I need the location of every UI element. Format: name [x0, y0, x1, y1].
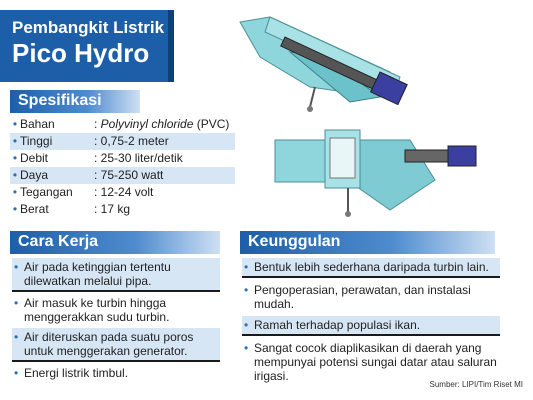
spec-value: : 0,75-2 meter [94, 134, 169, 148]
bullet-icon: • [12, 185, 18, 199]
list-item [12, 258, 220, 292]
spec-key: Bahan [20, 117, 55, 131]
spec-row-berat [10, 201, 235, 218]
spec-key: Tinggi [20, 134, 53, 148]
bullet-icon: • [12, 168, 18, 182]
spec-value: : 25-30 liter/detik [94, 151, 183, 165]
cara-kerja-heading: Cara Kerja [10, 231, 220, 254]
list-item-text: Bentuk lebih sederhana daripada turbin lain. [254, 260, 489, 274]
spec-row-debit [10, 150, 235, 167]
spec-value-rest: (PVC) [193, 117, 230, 131]
source-credit: Sumber: LIPI/Tim Riset MI [429, 380, 523, 389]
bullet-icon: • [244, 260, 249, 274]
list-item-text: Air masuk ke turbin hingga menggerakkan sudu turbin. [24, 296, 170, 324]
list-item-text: Air diteruskan pada suatu poros untuk menggerakan generator. [24, 330, 194, 358]
bullet-icon: • [244, 283, 249, 297]
keunggulan-list [242, 258, 500, 385]
bullet-icon: • [244, 318, 249, 332]
list-item-text: Air pada ketinggian tertentu dilewatkan melalui pipa. [24, 260, 171, 288]
spec-value-text: 0,75-2 meter [100, 134, 169, 148]
title-box [0, 10, 174, 82]
cara-kerja-list [12, 258, 220, 382]
spec-row-bahan [10, 116, 235, 133]
turbine-illustration-top [230, 12, 420, 117]
spec-row-tegangan [10, 184, 235, 201]
spec-value-text: 17 kg [100, 202, 131, 216]
spec-value: : 12-24 volt [94, 185, 154, 199]
bullet-icon: • [14, 330, 19, 344]
bullet-icon: • [244, 341, 249, 355]
spec-row-tinggi [10, 133, 235, 150]
bullet-icon: • [14, 366, 19, 380]
bullet-icon: • [14, 260, 19, 274]
spec-row-daya [10, 167, 235, 184]
list-item-text: Pengoperasian, perawatan, dan instalasi mudah. [254, 283, 471, 311]
list-item [242, 339, 500, 385]
bullet-icon: • [12, 151, 18, 165]
bullet-icon: • [12, 202, 18, 216]
list-item-text: Ramah terhadap populasi ikan. [254, 318, 421, 332]
list-item-text: Energi listrik timbul. [24, 366, 129, 380]
spec-value-italic: Polyvinyl chloride [100, 117, 194, 131]
title-main: Pico Hydro [12, 38, 150, 68]
keunggulan-heading: Keunggulan [240, 231, 495, 254]
bullet-icon: • [12, 117, 18, 131]
spesifikasi-table [10, 116, 235, 218]
list-item [12, 364, 220, 382]
list-item [242, 281, 500, 313]
spesifikasi-heading: Spesifikasi [10, 90, 140, 113]
list-item [242, 316, 500, 336]
spec-key: Debit [20, 151, 49, 165]
spec-key: Berat [20, 202, 49, 216]
spec-value: : 75-250 watt [94, 168, 164, 182]
spec-value-text: 75-250 watt [100, 168, 164, 182]
spec-key: Tegangan [20, 185, 73, 199]
bullet-icon: • [14, 296, 19, 310]
spec-value-text: 25-30 liter/detik [100, 151, 183, 165]
spec-key: Daya [20, 168, 49, 182]
list-item-text: Sangat cocok diaplikasikan di daerah yang mempunyai potensi sungai datar atau saluran irigasi. [254, 341, 497, 383]
spec-value-text: 12-24 volt [100, 185, 154, 199]
title-subtitle: Pembangkit Listrik [12, 18, 165, 37]
list-item [242, 258, 500, 278]
turbine-illustration-bottom [270, 120, 480, 220]
list-item [12, 328, 220, 362]
spec-value: : 17 kg [94, 202, 131, 216]
list-item [12, 294, 220, 326]
bullet-icon: • [12, 134, 18, 148]
spec-value: : Polyvinyl chloride (PVC) [94, 117, 230, 131]
